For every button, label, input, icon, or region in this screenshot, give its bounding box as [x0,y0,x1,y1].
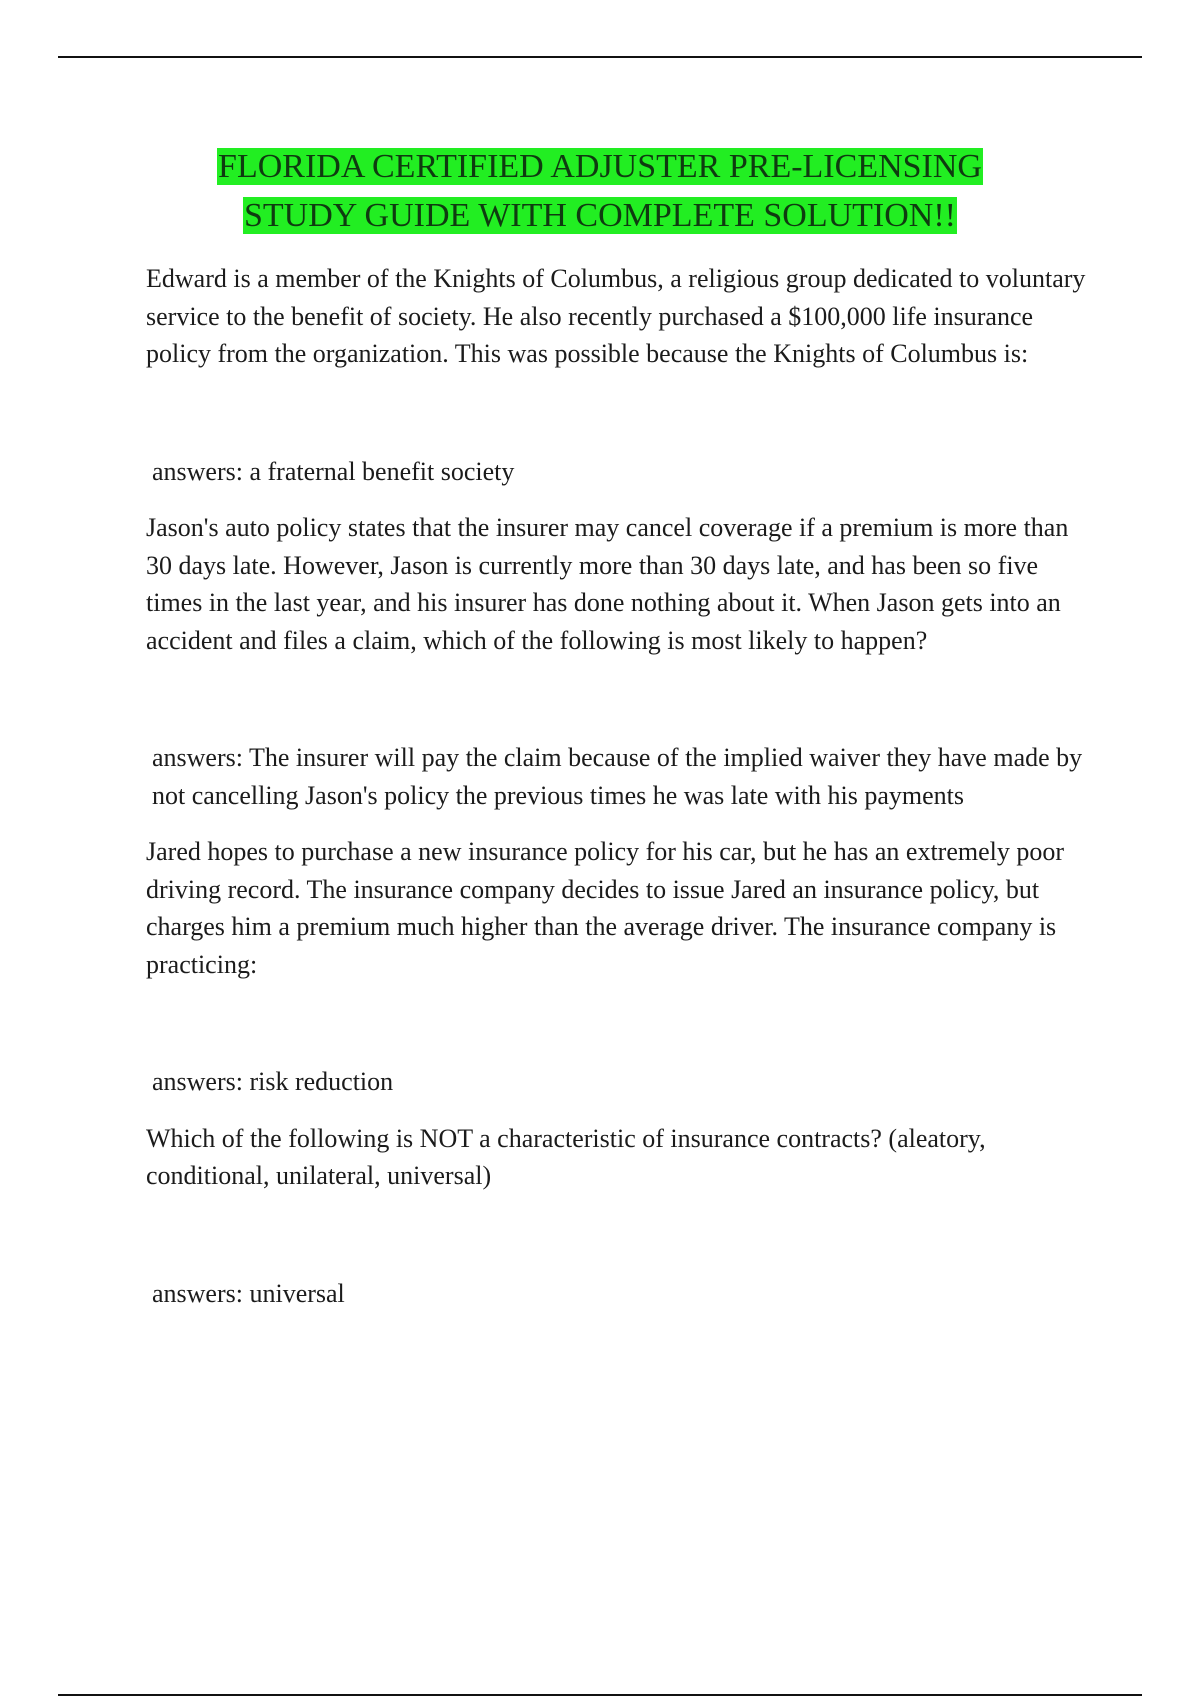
question-2: Jason's auto policy states that the insurer may cancel coverage if a premium is more than 30 days late. However, Jason is currently more than 30 days late, and has been so five times in the last year, and his insurer has done nothing about it. When Jason gets into an accident and files a claim, which of the following is most likely to happen? [146,513,1069,655]
question-1: Edward is a member of the Knights of Columbus, a religious group dedicated to voluntary service to the benefit of society. He also recently purchased a $100,000 life insurance policy from the organization. This was possible because the Knights of Columbus is: [146,264,1086,368]
bottom-rule [58,1694,1142,1696]
question-3: Jared hopes to purchase a new insurance policy for his car, but he has an extremely poor driving record. The insurance company decides to issue Jared an insurance policy, but charges him a premium much higher than the average driver. The insurance company is practicing: [146,837,1065,979]
answer-2: answers: The insurer will pay the claim because of the implied waiver they have made by not cancelling Jason's policy the previous times he was late with his payments [152,743,1083,810]
document-title [0,142,1200,240]
qa-list [146,260,1086,1312]
answer-1: answers: a fraternal benefit society [152,456,515,486]
answer-4: answers: universal [152,1278,345,1308]
question-4: Which of the following is NOT a characteristic of insurance contracts? (aleatory, conditional, unilateral, universal) [146,1123,986,1190]
answer-3: answers: risk reduction [152,1067,394,1096]
top-rule [58,56,1142,58]
title-line-2: STUDY GUIDE WITH COMPLETE SOLUTION!! [243,197,957,234]
title-line-1: FLORIDA CERTIFIED ADJUSTER PRE-LICENSING [218,148,982,185]
